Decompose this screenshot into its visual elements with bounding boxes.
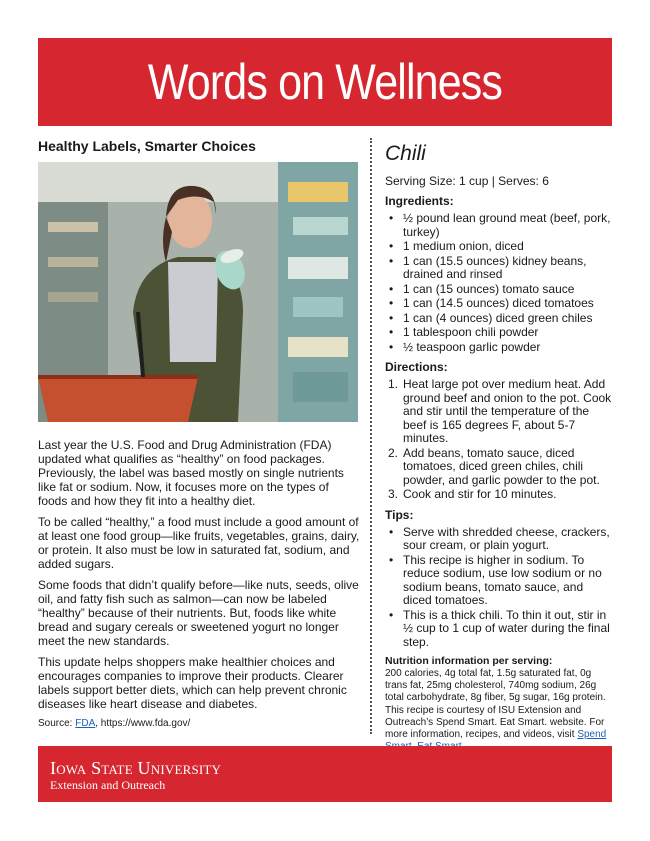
article-column: [38, 138, 360, 730]
column-divider: [370, 138, 372, 734]
tip-item: • Serve with shredded cheese, crackers, sour cream, or plain yogurt.: [385, 526, 613, 553]
serving-info: Serving Size: 1 cup | Serves: 6: [385, 174, 549, 188]
direction-text: Cook and stir for 10 minutes.: [403, 487, 557, 501]
ingredient-item: • ½ teaspoon garlic powder: [385, 341, 613, 355]
tips-list: [385, 526, 613, 650]
ingredient-item: • 1 can (15 ounces) tomato sauce: [385, 283, 613, 297]
direction-step: 3. Cook and stir for 10 minutes.: [385, 488, 613, 502]
direction-step: 2. Add beans, tomato sauce, diced tomatoes, diced green chiles, chili powder, and garlic powder to the pot.: [385, 447, 613, 488]
university-name: Iowa State University: [50, 758, 222, 778]
recipe-column: [385, 142, 613, 766]
article-paragraph: To be called “healthy,” a food must include a good amount of at least one food group—like fruits, vegetables, grains, dairy, or protein. It also must be low in saturated fat, sodium, and added sugars.: [38, 515, 360, 571]
ingredients-heading: Ingredients:: [385, 194, 454, 208]
spend-smart-link[interactable]: Spend: [577, 729, 607, 741]
courtesy-text: This recipe is courtesy of ISU Extension and Outreach’s Spend Smart. Eat Smart. website. For more information, recipes, and videos, visit: [385, 704, 605, 741]
header-banner: [38, 38, 612, 126]
ingredient-item: • 1 medium onion, diced: [385, 240, 613, 254]
newsletter-title: Words on Wellness: [147, 54, 503, 110]
ingredient-item: • 1 can (15.5 ounces) kidney beans, drained and rinsed: [385, 255, 613, 282]
footer-banner: [38, 746, 612, 802]
article-paragraph: Last year the U.S. Food and Drug Administration (FDA) updated what qualifies as “healthy” on food packages. Previously, the label was based mostly on single nutrients like fat or sodium. Now, it focuses more on the types of foods and how they fit into a healthy diet.: [38, 438, 344, 508]
source-url: , https://www.fda.gov/: [95, 718, 191, 729]
photo-shopper-image: [38, 162, 358, 422]
ingredient-item: • ½ pound lean ground meat (beef, pork, turkey): [385, 212, 613, 239]
nutrition-facts: 200 calories, 4g total fat, 1.5g saturated fat, 0g trans fat, 25mg cholesterol, 740mg sodium, 26g total carbohydrate, 8g fiber, 5g sugar, 16g protein.: [385, 668, 606, 704]
directions-heading: Directions:: [385, 360, 448, 374]
ingredient-item: • 1 can (14.5 ounces) diced tomatoes: [385, 297, 613, 311]
article-paragraph: Some foods that didn’t qualify before—like nuts, seeds, olive oil, and fatty fish such as salmon—can now be labeled “healthy” because of their nutrients. But, foods like white bread and sugary cereals or sweetened yogurt no longer meet the new standards.: [38, 578, 359, 648]
extension-subtitle: Extension and Outreach: [50, 778, 166, 792]
directions-list: [385, 378, 613, 502]
fda-link[interactable]: FDA: [75, 718, 96, 729]
shopper-photo: [38, 162, 358, 422]
direction-step: 1. Heat large pot over medium heat. Add ground beef and onion to the pot. Cook and stir until the temperature of the beef is 165 degrees F, about 5-7 minutes.: [388, 377, 612, 445]
tip-item: • This recipe is higher in sodium. To reduce sodium, use low sodium or no sodium beans, tomato sauce, and diced tomatoes.: [385, 554, 613, 608]
article-heading: Healthy Labels, Smarter Choices: [38, 138, 256, 154]
article-body: [38, 438, 360, 730]
nutrition-heading: Nutrition information per serving:: [385, 655, 553, 667]
university-logo-text: [50, 760, 612, 778]
ingredients-list: [385, 212, 613, 354]
recipe-title: Chili: [385, 142, 426, 165]
ingredient-item: • 1 tablespoon chili powder: [385, 326, 613, 340]
direction-text: Add beans, tomato sauce, diced tomatoes, diced green chiles, chili powder, and garlic powder to the pot.: [403, 445, 600, 487]
ingredient-item: • 1 can (4 ounces) diced green chiles: [385, 312, 613, 326]
article-paragraph: This update helps shoppers make healthier choices and encourages companies to improve their products. Clearer labels support better diets, which can help prevent chronic diseases like heart disease and diabetes.: [38, 655, 347, 711]
direction-text: Heat large pot over medium heat. Add ground beef and onion to the pot. Cook and stir until the temperature of the beef is 165 degrees F, about 5-7 minutes.: [403, 377, 612, 445]
tips-heading: Tips:: [385, 507, 414, 522]
source-label: Source:: [38, 718, 76, 729]
tip-item: • This is a thick chili. To thin it out, stir in ½ cup to 1 cup of water during the final step.: [385, 609, 613, 650]
article-source: [38, 718, 360, 730]
